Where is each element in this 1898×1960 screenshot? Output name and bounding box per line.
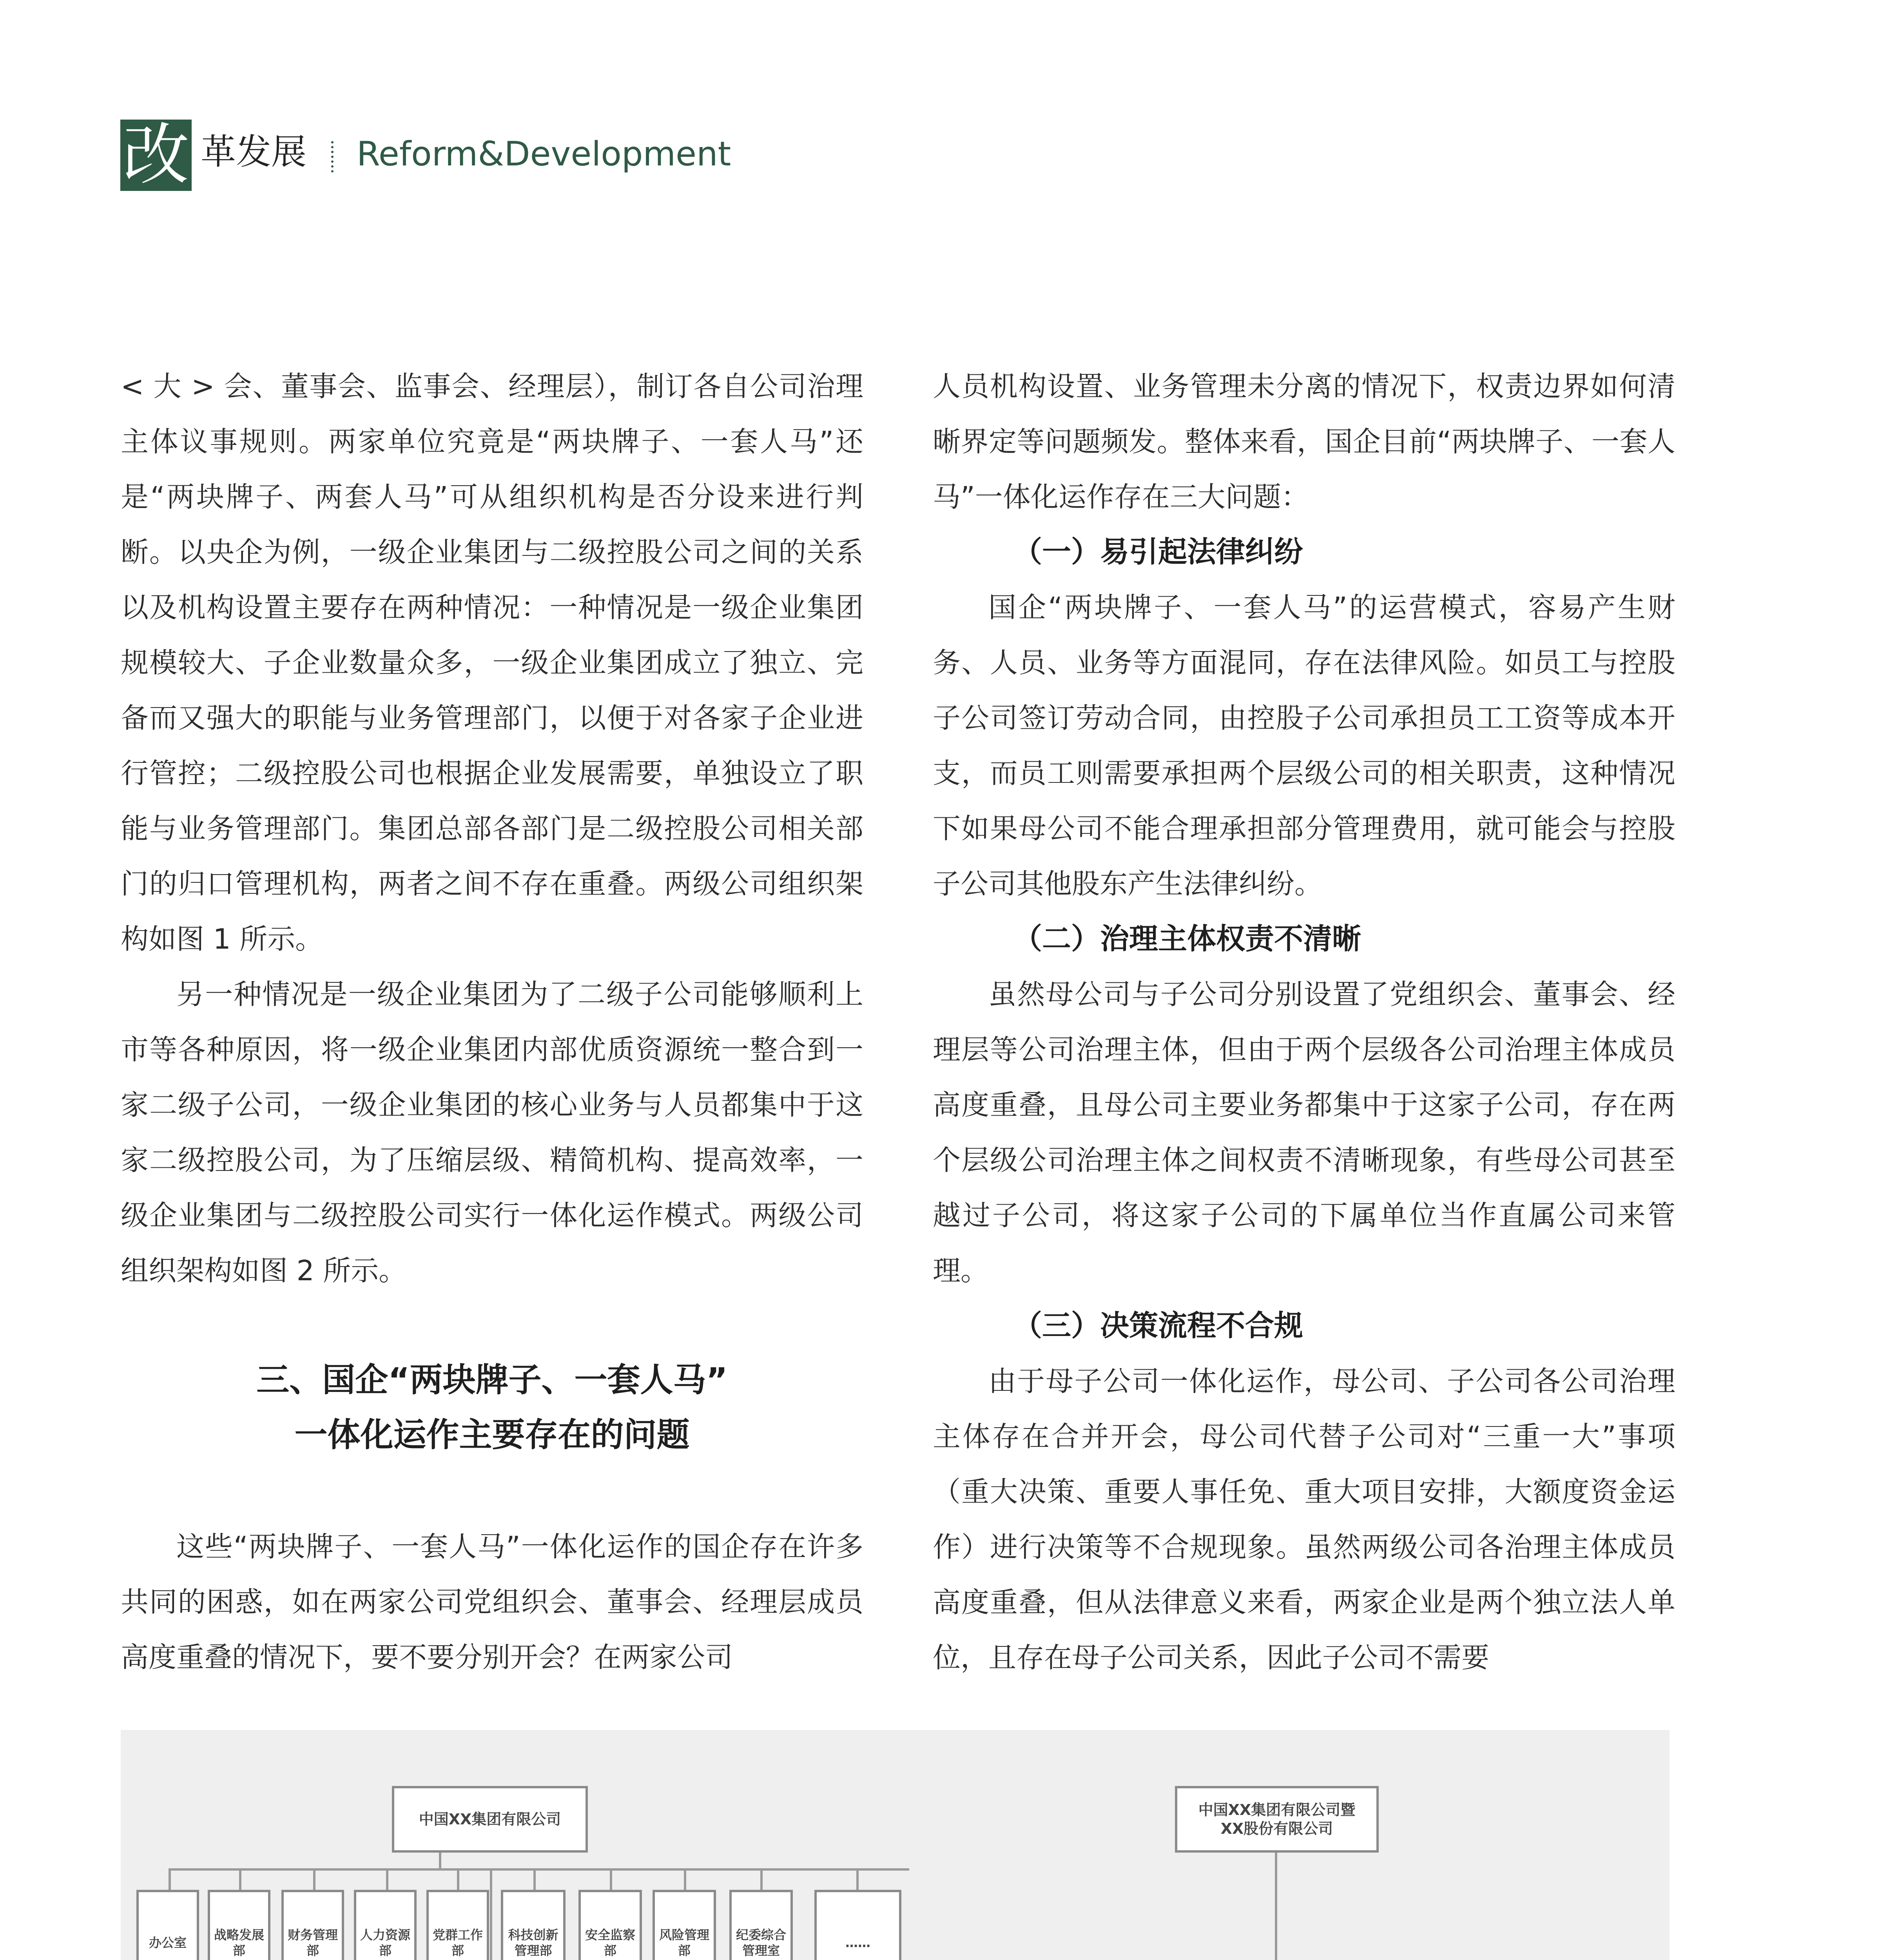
paragraph: 虽然母公司与子公司分别设置了党组织会、董事会、经理层等公司治理主体，但由于两个层级各公司治理主体成员高度重叠，且母公司主要业务都集中于这家子公司，存在两个层级公司治理主体之间权责不清晰现象，有些母公司甚至越过子公司，将这家子公司的下属单位当作直属公司来管理。 <box>933 978 1675 1287</box>
section-title <box>121 1352 863 1462</box>
section-name-en: Reform&Development <box>357 134 731 174</box>
subheading: （一）易引起法律纠纷 <box>1013 535 1303 569</box>
org-box-dept: 纪委综合管理室 <box>729 1890 793 1960</box>
org-box-dept: 战略发展部 <box>208 1890 270 1960</box>
org-box-line: 中国XX集团有限公司暨 <box>1198 1801 1356 1818</box>
org-box-group-combined <box>1175 1786 1379 1853</box>
org-box-dept: 办公室 <box>136 1890 199 1960</box>
org-box-dept: 财务管理部 <box>281 1890 344 1960</box>
org-box-dept: …… <box>814 1890 901 1960</box>
org-box-line: XX股份有限公司 <box>1220 1820 1333 1837</box>
paragraph: 这些“两块牌子、一套人马”一体化运作的国企存在许多共同的困惑，如在两家公司党组织会、董事会、经理层成员高度重叠的情况下，要不要分别开会？在两家公司 <box>121 1530 863 1673</box>
paragraph: 另一种情况是一级企业集团为了二级子公司能够顺利上市等各种原因，将一级企业集团内部优质资源统一整合到一家二级子公司，一级企业集团的核心业务与人员都集中于这家二级控股公司，为了压缩层级、精简机构、提高效率，一级企业集团与二级控股公司实行一体化运作模式。两级公司组织架构如图 2 所示。 <box>121 978 863 1287</box>
org-box-dept: 安全监察部 <box>578 1890 642 1960</box>
org-box-dept: 风险管理部 <box>653 1890 716 1960</box>
section-mark: 改 <box>120 120 192 191</box>
figure-panel <box>121 1730 1670 1960</box>
header-separator <box>331 141 334 172</box>
section-title-line: 三、国企“两块牌子、一套人马” <box>256 1361 728 1399</box>
left-column <box>121 359 863 1685</box>
paragraph: 人员机构设置、业务管理未分离的情况下，权责边界如何清晰界定等问题频发。整体来看，国企目前“两块牌子、一套人马”一体化运作存在三大问题： <box>933 370 1675 513</box>
section-name-zh: 革发展 <box>201 131 306 172</box>
paragraph: 国企“两块牌子、一套人马”的运营模式，容易产生财务、人员、业务等方面混同，存在法律风险。如员工与控股子公司签订劳动合同，由控股子公司承担员工工资等成本开支，而员工则需要承担两个层级公司的相关职责，这种情况下如果母公司不能合理承担部分管理费用，就可能会与控股子公司其他股东产生法律纠纷。 <box>933 591 1675 900</box>
org-box-group: 中国XX集团有限公司 <box>392 1786 588 1853</box>
subheading: （三）决策流程不合规 <box>1013 1309 1303 1343</box>
subheading: （二）治理主体权责不清晰 <box>1013 922 1361 956</box>
paragraph: 由于母子公司一体化运作，母公司、子公司各公司治理主体存在合并开会，母公司代替子公司对“三重一大”事项（重大决策、重要人事任免、重大项目安排，大额度资金运作）进行决策等不合规现象。虽然两级公司各治理主体成员高度重叠，但从法律意义来看，两家企业是两个独立法人单位，且存在母子公司关系，因此子公司不需要 <box>933 1365 1675 1674</box>
right-column <box>933 359 1675 1685</box>
paragraph: < 大 > 会、董事会、监事会、经理层），制订各自公司治理主体议事规则。两家单位究竟是“两块牌子、一套人马”还是“两块牌子、两套人马”可从组织机构是否分设来进行判断。以央企为例，一级企业集团与二级控股公司之间的关系以及机构设置主要存在两种情况：一种情况是一级企业集团规模较大、子企业数量众多，一级企业集团成立了独立、完备而又强大的职能与业务管理部门，以便于对各家子企业进行管控；二级控股公司也根据企业发展需要，单独设立了职能与业务管理部门。集团总部各部门是二级控股公司相关部门的归口管理机构，两者之间不存在重叠。两级公司组织架构如图 1 所示。 <box>121 370 863 955</box>
org-box-dept: 党群工作部 <box>426 1890 489 1960</box>
org-box-dept: 人力资源部 <box>354 1890 417 1960</box>
section-title-line: 一体化运作主要存在的问题 <box>294 1416 690 1454</box>
org-box-dept: 科技创新管理部 <box>501 1890 566 1960</box>
